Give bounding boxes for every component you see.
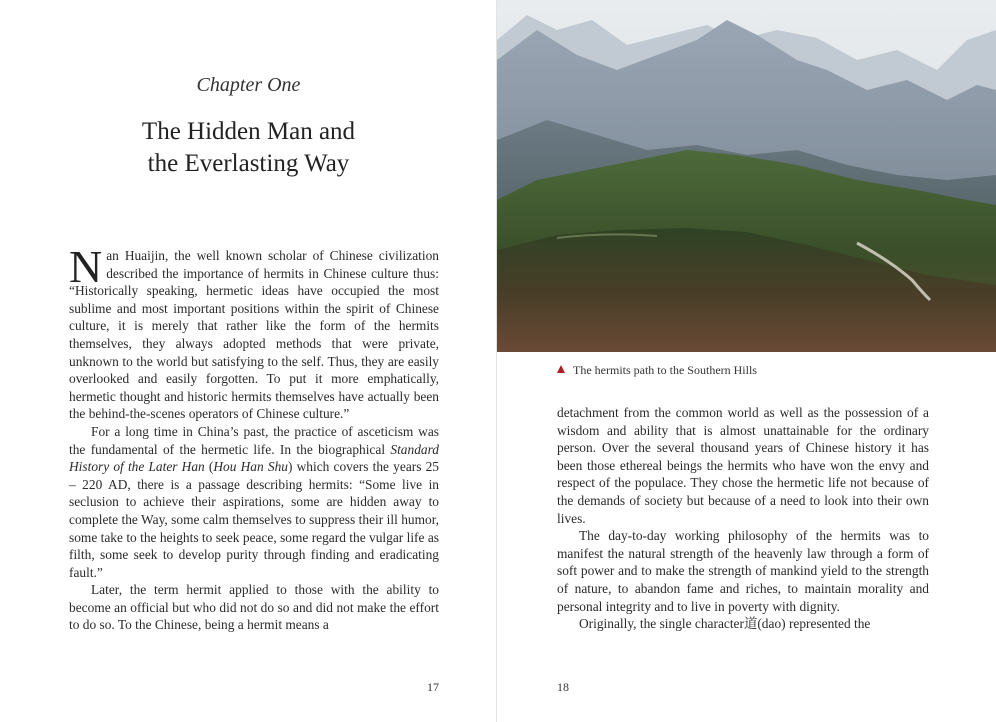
page-number-left: 17 — [427, 680, 439, 694]
paragraph-5: The day-to-day working philosophy of the hermits was to manifest the natural strength of the heavenly law through a form of soft power and to make the strength of mankind yield to the strength of nature, to abandon fame and riches, to maintain morality and personal integrity and to live in poverty with dignity. — [557, 528, 929, 614]
paragraph-1-text: an Huaijin, the well known scholar of Chinese civilization described the importance of hermits in Chinese culture thus: “Historically speaking, hermetic ideas have occupied the most sublime and most important positions within the spirit of Chinese culture, it is merely that rather like the form of the hermits themselves, they always adopted methods that were private, unknown to the world but satisfying to the self. Thus, they are easily overlooked and easily forgotten. To put it more emphatically, hermetic thought and historic hermits themselves have actually been the behind-the-scenes operators of Chinese culture.” — [69, 248, 439, 422]
paragraph-2-part-b: ( — [204, 459, 214, 475]
chapter-title — [0, 116, 497, 180]
caption-triangle-icon — [557, 365, 565, 373]
chapter-label: Chapter One — [196, 74, 301, 96]
right-body-text — [557, 404, 929, 633]
photo-caption — [557, 363, 757, 378]
paragraph-2-part-c: ) which covers the years 25 – 220 AD, there is a passage describing hermits: “Some live in seclusion to achieve their aspirations, some are hidden away to complete the Way, some calm themselves to suppress their ill humor, some take to the heights to seek peace, some regard the vulgar life as filth, some seek to develop purity through finding and eradicating fault.” — [69, 459, 440, 580]
left-page — [0, 0, 497, 722]
caption-text: The hermits path to the Southern Hills — [573, 363, 757, 377]
paragraph-6: Originally, the single character道(dao) represented the — [579, 616, 871, 632]
left-body-text — [69, 241, 440, 634]
drop-cap: N — [69, 241, 103, 292]
right-page — [497, 0, 996, 722]
paragraph-4: detachment from the common world as well as the possession of a wisdom and ability that is almost unattainable for the ordinary person. Over the several thousand years of Chinese history it has been those ethereal beings the hermits who have won the envy and respect of the populace. They chose the hermetic life not because of the demands of society but because of a need to look into their own lives. — [557, 405, 929, 526]
chapter-title-line-1: The Hidden Man and — [141, 118, 356, 145]
paragraph-2-part-a: For a long time in China’s past, the practice of asceticism was the fundamental of the hermetic life. In the biographical — [69, 423, 439, 457]
paragraph-1 — [69, 241, 439, 423]
page-number-right: 18 — [557, 680, 569, 694]
chapter-title-line-2: the Everlasting Way — [147, 150, 350, 177]
mountain-photo — [497, 0, 996, 352]
paragraph-2 — [69, 423, 439, 581]
paragraph-3: Later, the term hermit applied to those with the ability to become an official but who did not do so and did not make the effort to do so. To the Chinese, being a hermit means a — [69, 582, 439, 633]
book-title-chinese: Hou Han Shu — [213, 459, 288, 475]
book-title-english: Standard History of the Later Han — [69, 441, 439, 475]
